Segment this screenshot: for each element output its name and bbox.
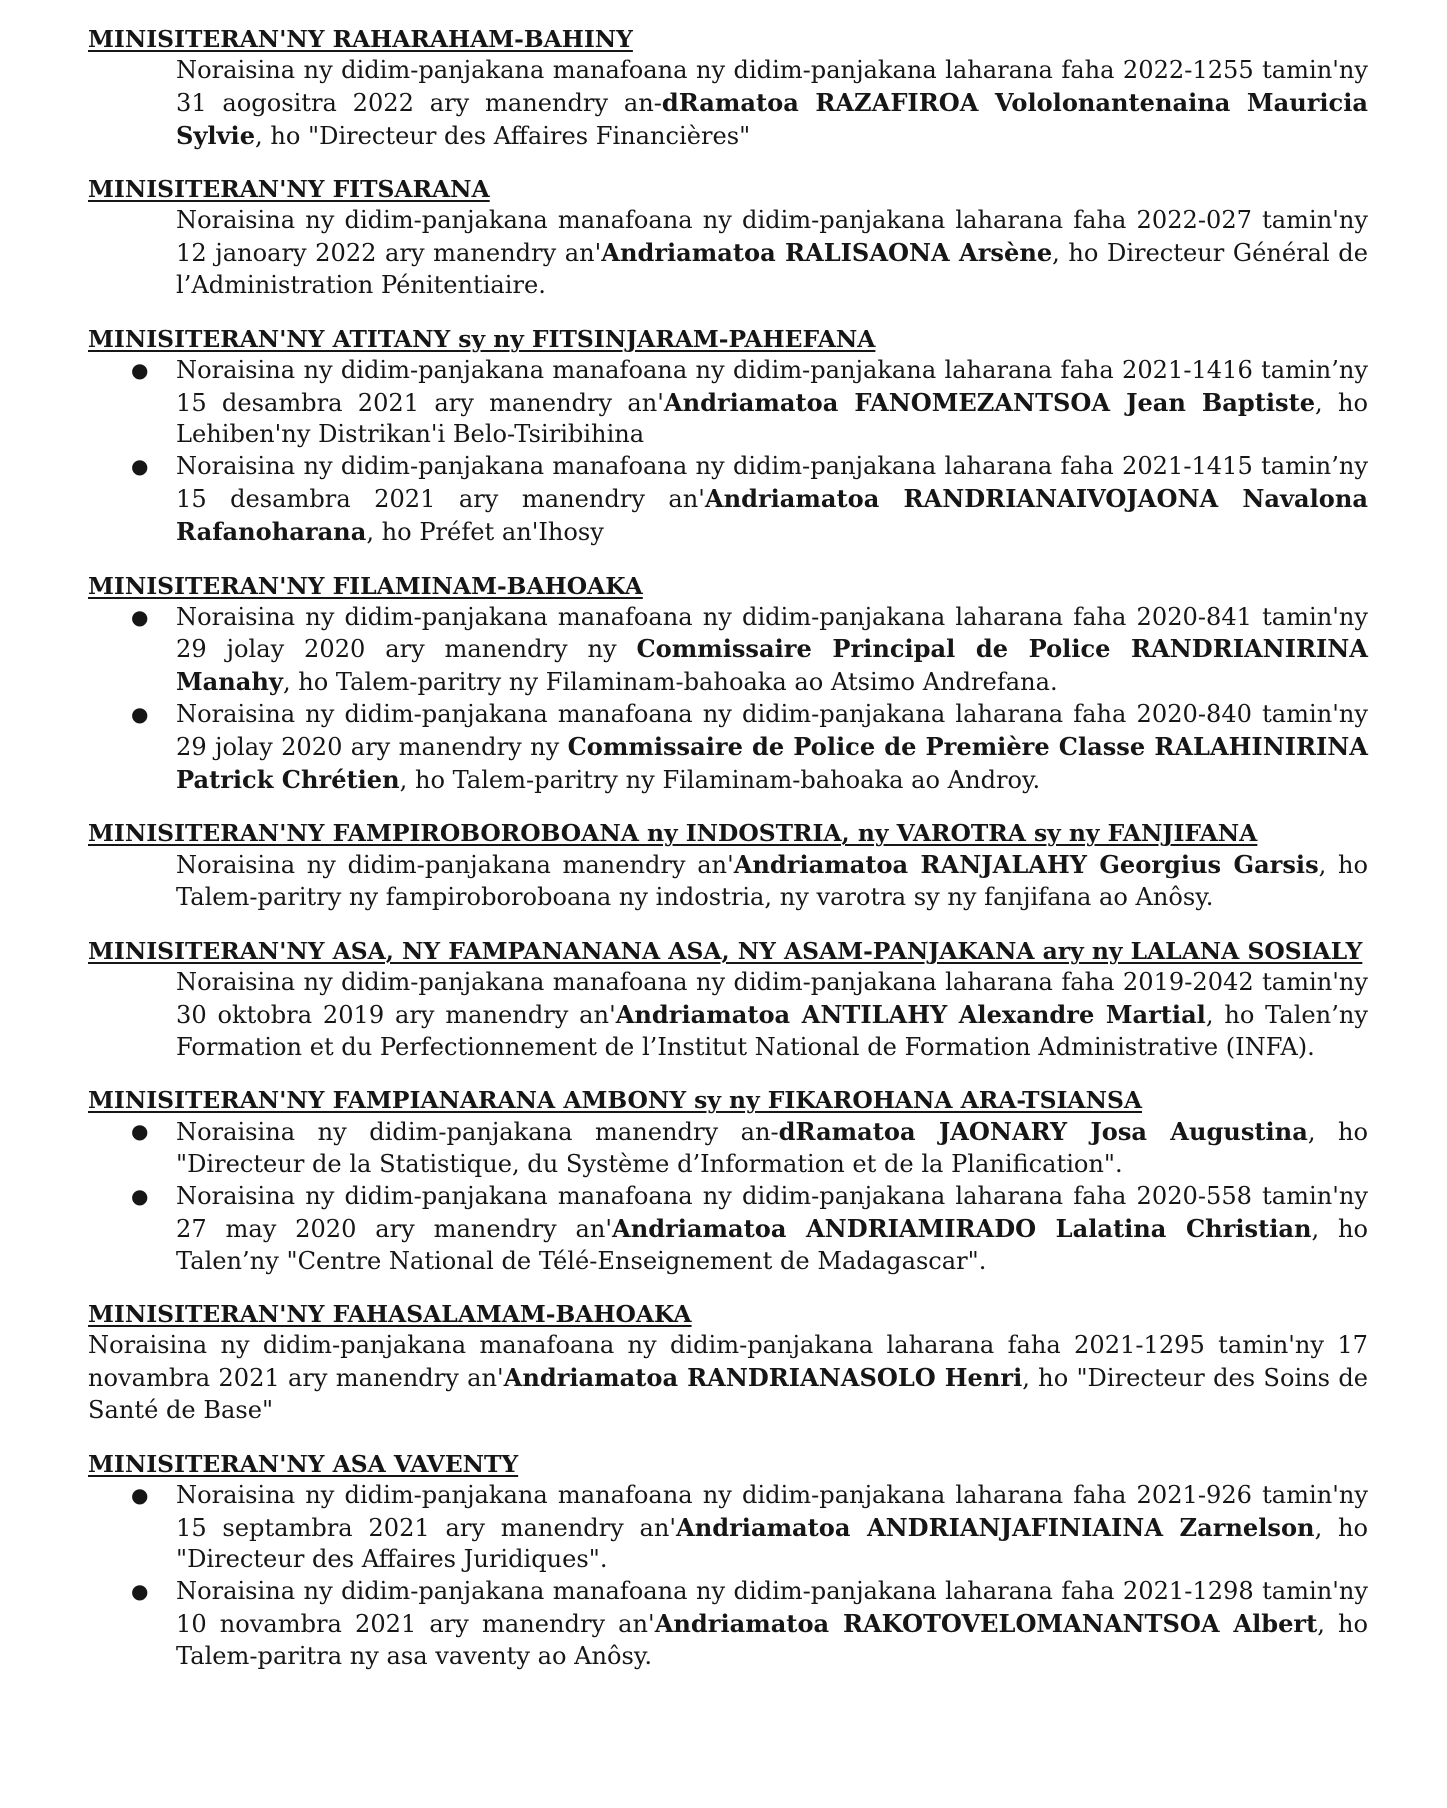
ministry-section [88,936,1368,1063]
appointment-title: , ho "Directeur des Affaires Financières" [255,121,751,150]
document-page [88,24,1368,1694]
list-item [131,1480,1368,1576]
decree-text: Noraisina ny didim-panjakana manafoana ny didim-panjakana laharana faha 2020-558 tamin'ny 27 may 2020 ary manendry an' [176,1181,1368,1243]
appointee-name: Andriamatoa ANDRIAMIRADO Lalatina Christian [612,1213,1312,1243]
appointment-title: , ho Talen’ny Formation et du Perfectionnement de l’Institut National de Formation Administrative (INFA). [176,1000,1368,1061]
decree-paragraph [88,1330,1368,1426]
appointee-name: Andriamatoa FANOMEZANTSOA Jean Baptiste [663,387,1316,417]
ministry-heading: MINISITERAN'NY ASA VAVENTY [88,1449,519,1478]
decree-text: Noraisina ny didim-panjakana manafoana ny didim-panjakana laharana faha 2021-1416 tamin’ny 15 desambra 2021 ary manendry an' [176,355,1368,417]
decree-list [88,602,1368,797]
bullet-icon: ● [131,1119,149,1144]
appointment-title: , ho Talem-paritry ny Filaminam-bahoaka ao Atsimo Andrefana. [282,668,1058,697]
appointment-title: , ho Directeur Général de l’Administration Pénitentiaire. [176,239,1368,299]
decree-paragraph [176,55,1368,152]
decree-paragraph [176,849,1368,914]
appointment-title: , ho "Directeur des Affaires Juridiques". [176,1513,1368,1574]
ministry-section [88,1299,1368,1426]
appointment-title: , ho Lehiben'ny Distrikan'i Belo-Tsiribihina [176,388,1368,449]
ministry-heading: MINISITERAN'NY FAMPIROBOROBOANA ny INDOSTRIA, ny VAROTRA sy ny FANJIFANA [88,819,1258,848]
ministry-heading: MINISITERAN'NY RAHARAHAM-BAHINY [88,25,633,53]
decree-text: Noraisina ny didim-panjakana manafoana ny didim-panjakana laharana faha 2022-1255 tamin'ny 31 aogositra 2022 ary manendry an- [176,56,1368,117]
ministry-heading: MINISITERAN'NY FITSARANA [88,175,490,204]
appointment-title: , ho "Directeur de la Statistique, du Système d’Information et de la Planification". [176,1118,1369,1179]
decree-text: Noraisina ny didim-panjakana manafoana ny didim-panjakana laharana faha 2021-1298 tamin'ny 10 novambra 2021 ary manendry an' [176,1577,1368,1638]
decree-text: Noraisina ny didim-panjakana manafoana ny didim-panjakana laharana faha 2021-926 tamin'ny 15 septambra 2021 ary manendry an' [176,1480,1368,1542]
ministry-heading: MINISITERAN'NY ATITANY sy ny FITSINJARAM-PAHEFANA [88,324,876,353]
decree-paragraph [176,967,1368,1063]
appointee-name: Andriamatoa ANDRIANJAFINIAINA Zarnelson [676,1512,1315,1542]
list-item [131,699,1369,796]
appointee-name: Andriamatoa RALISAONA Arsène [601,238,1053,268]
ministry-heading: MINISITERAN'NY ASA, NY FAMPANANANA ASA, NY ASAM-PANJAKANA ary ny LALANA SOSIALY [88,936,1363,965]
appointment-title: , ho "Directeur des Soins de Santé de Base" [88,1364,1368,1424]
decree-text: Noraisina ny didim-panjakana manafoana ny didim-panjakana laharana faha 2019-2042 tamin'ny 30 oktobra 2019 ary manendry an' [176,967,1368,1029]
decree-paragraph [176,205,1368,301]
appointee-name: Andriamatoa ANTILAHY Alexandre Martial [615,999,1206,1029]
appointee-name: Commissaire Principal de Police RANDRIANIRINA Manahy [176,634,1368,697]
decree-text: Noraisina ny didim-panjakana manendry an' [176,851,734,880]
bullet-icon: ● [131,454,149,479]
bullet-icon: ● [131,604,149,629]
appointee-name: dRamatoa RAZAFIROA Vololonantenaina Mauricia Sylvie [176,87,1368,150]
list-item [131,451,1368,548]
appointee-name: Andriamatoa RANDRIANASOLO Henri [503,1363,1023,1393]
ministry-heading: MINISITERAN'NY FAMPIANARANA AMBONY sy ny FIKAROHANA ARA-TSIANSA [88,1086,1142,1115]
decree-list [88,1480,1368,1673]
decree-text: Noraisina ny didim-panjakana manafoana ny didim-panjakana laharana faha 2020-840 tamin'ny 29 jolay 2020 ary manendry ny [176,699,1368,761]
list-item [131,355,1368,451]
appointment-title: , ho Talem-paritra ny asa vaventy ao Anôsy. [176,1609,1368,1670]
appointment-title: , ho Talem-paritry ny fampiroboroboana ny indostria, ny varotra sy ny fanjifana ao Anôsy. [176,851,1368,912]
ministry-section [88,324,1368,549]
decree-text: Noraisina ny didim-panjakana manafoana ny didim-panjakana laharana faha 2021-1295 tamin'ny 17 novambra 2021 ary manendry an' [88,1331,1368,1393]
appointee-name: Commissaire de Police de Première Classe RALAHINIRINA Patrick Chrétien [176,731,1369,794]
list-item [131,1576,1368,1672]
ministry-section [88,818,1368,914]
list-item [131,602,1368,699]
ministry-heading: MINISITERAN'NY FAHASALAMAM-BAHOAKA [88,1300,692,1329]
appointee-name: dRamatoa JAONARY Josa Augustina [778,1117,1308,1147]
appointment-title: , ho Préfet an'Ihosy [366,517,604,546]
bullet-icon: ● [131,701,149,726]
decree-text: Noraisina ny didim-panjakana manafoana ny didim-panjakana laharana faha 2022-027 tamin'ny 12 janoary 2022 ary manendry an' [176,206,1368,268]
appointee-name: Andriamatoa RAKOTOVELOMANANTSOA Albert [654,1608,1318,1638]
bullet-icon: ● [131,1482,149,1507]
ministry-section [88,571,1368,797]
ministry-section [88,1085,1368,1277]
ministry-section [88,1449,1368,1673]
ministry-section [88,24,1368,152]
bullet-icon: ● [131,1579,149,1604]
ministry-heading: MINISITERAN'NY FILAMINAM-BAHOAKA [88,571,643,600]
decree-text: Noraisina ny didim-panjakana manafoana ny didim-panjakana laharana faha 2020-841 tamin'ny 29 jolay 2020 ary manendry ny [176,602,1368,664]
appointee-name: Andriamatoa RANDRIANAIVOJAONA Navalona Rafanoharana [176,483,1368,546]
bullet-icon: ● [131,1183,149,1208]
decree-list [88,1116,1368,1277]
bullet-icon: ● [131,357,149,382]
appointee-name: Andriamatoa RANJALAHY Georgius Garsis [733,850,1319,880]
decree-text: Noraisina ny didim-panjakana manafoana ny didim-panjakana laharana faha 2021-1415 tamin’ny 15 desambra 2021 ary manendry an' [176,452,1368,513]
decree-list [88,355,1368,549]
decree-text: Noraisina ny didim-panjakana manendry an- [176,1118,779,1147]
appointment-title: , ho Talen’ny "Centre National de Télé-Enseignement de Madagascar". [176,1214,1368,1275]
ministry-section [88,174,1368,301]
list-item [131,1181,1368,1277]
appointment-title: , ho Talem-paritry ny Filaminam-bahoaka ao Androy. [399,765,1041,794]
list-item [131,1116,1369,1181]
